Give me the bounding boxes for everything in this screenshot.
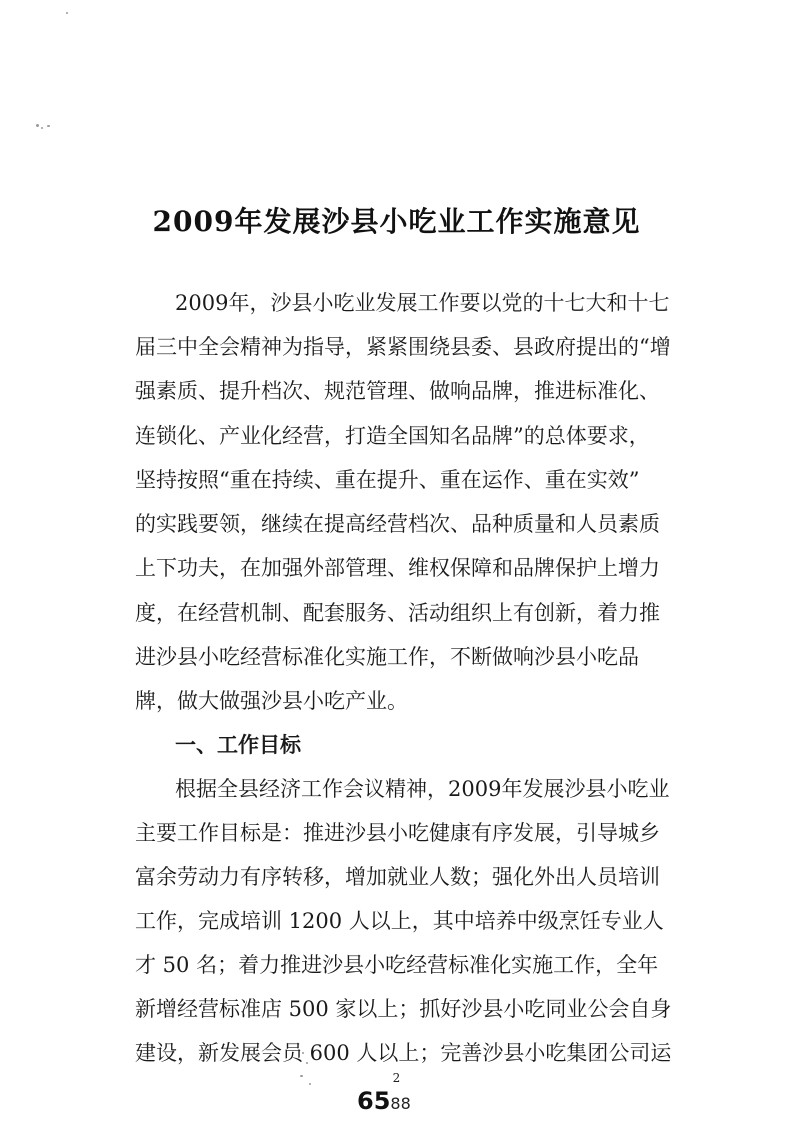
intro-line: 牌，做大做强沙县小吃产业。 [135, 689, 408, 713]
scan-speck [41, 127, 43, 129]
intro-line: 度，在经营机制、配套服务、活动组织上有创新，着力推 [135, 601, 660, 625]
scan-speck [36, 124, 39, 127]
intro-line: 连锁化、产业化经营，打造全国知名品牌”的总体要求， [135, 424, 650, 448]
section-line: 根据全县经济工作会议精神，2009年发展沙县小吃业 [175, 777, 670, 801]
intro-line: 的实践要领，继续在提高经营档次、品种质量和人员素质 [135, 512, 660, 536]
section-line: 富余劳动力有序转移，增加就业人数；强化外出人员培训 [135, 865, 660, 889]
intro-line: 坚持按照“重在持续、重在提升、重在运作、重在实效” [135, 468, 640, 492]
intro-line: 届三中全会精神为指导，紧紧围绕县委、县政府提出的“增 [135, 335, 671, 359]
intro-line: 强素质、提升档次、规范管理、做响品牌，推进标准化、 [135, 379, 660, 403]
section-heading: 一、工作目标 [175, 733, 301, 757]
page-stamp [357, 1087, 411, 1115]
section-line: 建设，新发展会员 600 人以上；完善沙县小吃集团公司运 [135, 1041, 672, 1065]
section-line: 新增经营标准店 500 家以上；抓好沙县小吃同业公会自身 [135, 997, 672, 1021]
intro-line: 上下功夫，在加强外部管理、维权保障和品牌保护上增力 [135, 556, 660, 580]
stamp-number-large: 65 [357, 1087, 391, 1115]
document-title: 2009年发展沙县小吃业工作实施意见 [152, 205, 641, 238]
intro-line: 2009年，沙县小吃业发展工作要以党的十七大和十七 [175, 291, 670, 315]
scan-speck [66, 12, 68, 14]
scan-speck [47, 125, 50, 127]
page-number: 2 [392, 1071, 401, 1085]
section-line: 主要工作目标是：推进沙县小吃健康有序发展，引导城乡 [135, 821, 660, 845]
section-line: 工作，完成培训 1200 人以上，其中培养中级烹饪专业人 [135, 909, 664, 933]
intro-line: 进沙县小吃经营标准化实施工作，不断做响沙县小吃品 [135, 645, 639, 669]
section-line: 才 50 名；着力推进沙县小吃经营标准化实施工作，全年 [135, 953, 659, 977]
stamp-number-small: 88 [390, 1094, 411, 1113]
